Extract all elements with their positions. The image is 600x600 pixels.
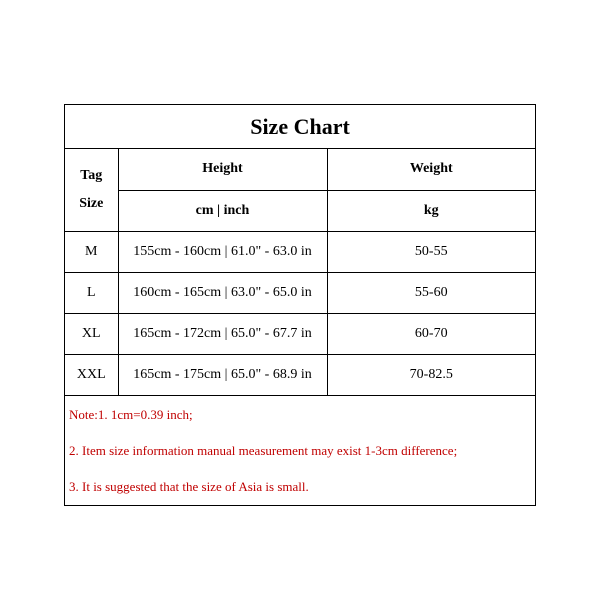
- height-cell: 155cm - 160cm | 61.0" - 63.0 in: [118, 231, 327, 272]
- table-row: [65, 231, 535, 272]
- tag-header-line1: Tag: [80, 167, 103, 183]
- height-cell: 165cm - 172cm | 65.0" - 67.7 in: [118, 313, 327, 354]
- chart-title: Size Chart: [65, 105, 535, 149]
- tag-header-line2: Size: [79, 195, 104, 211]
- table-row: [65, 354, 535, 395]
- table-row: [65, 272, 535, 313]
- height-header: Height: [118, 149, 327, 190]
- size-cell: XL: [65, 313, 118, 354]
- note-line: 2. Item size information manual measurement may exist 1-3cm difference;: [69, 442, 458, 458]
- note-line: 3. It is suggested that the size of Asia is small.: [69, 478, 309, 494]
- height-unit-header: cm | inch: [118, 190, 327, 231]
- weight-cell: 50-55: [327, 231, 535, 272]
- weight-cell: 60-70: [327, 313, 535, 354]
- height-cell: 160cm - 165cm | 63.0" - 65.0 in: [118, 272, 327, 313]
- tag-size-header: [65, 149, 118, 231]
- note-line: Note:1. 1cm=0.39 inch;: [69, 406, 193, 422]
- weight-cell: 70-82.5: [327, 354, 535, 395]
- notes-section: [65, 396, 535, 510]
- size-table: [65, 149, 535, 396]
- weight-unit-header: kg: [327, 190, 535, 231]
- weight-header: Weight: [327, 149, 535, 190]
- height-cell: 165cm - 175cm | 65.0" - 68.9 in: [118, 354, 327, 395]
- table-row: [65, 313, 535, 354]
- size-cell: M: [65, 231, 118, 272]
- weight-cell: 55-60: [327, 272, 535, 313]
- size-cell: XXL: [65, 354, 118, 395]
- size-chart: [64, 104, 536, 506]
- size-cell: L: [65, 272, 118, 313]
